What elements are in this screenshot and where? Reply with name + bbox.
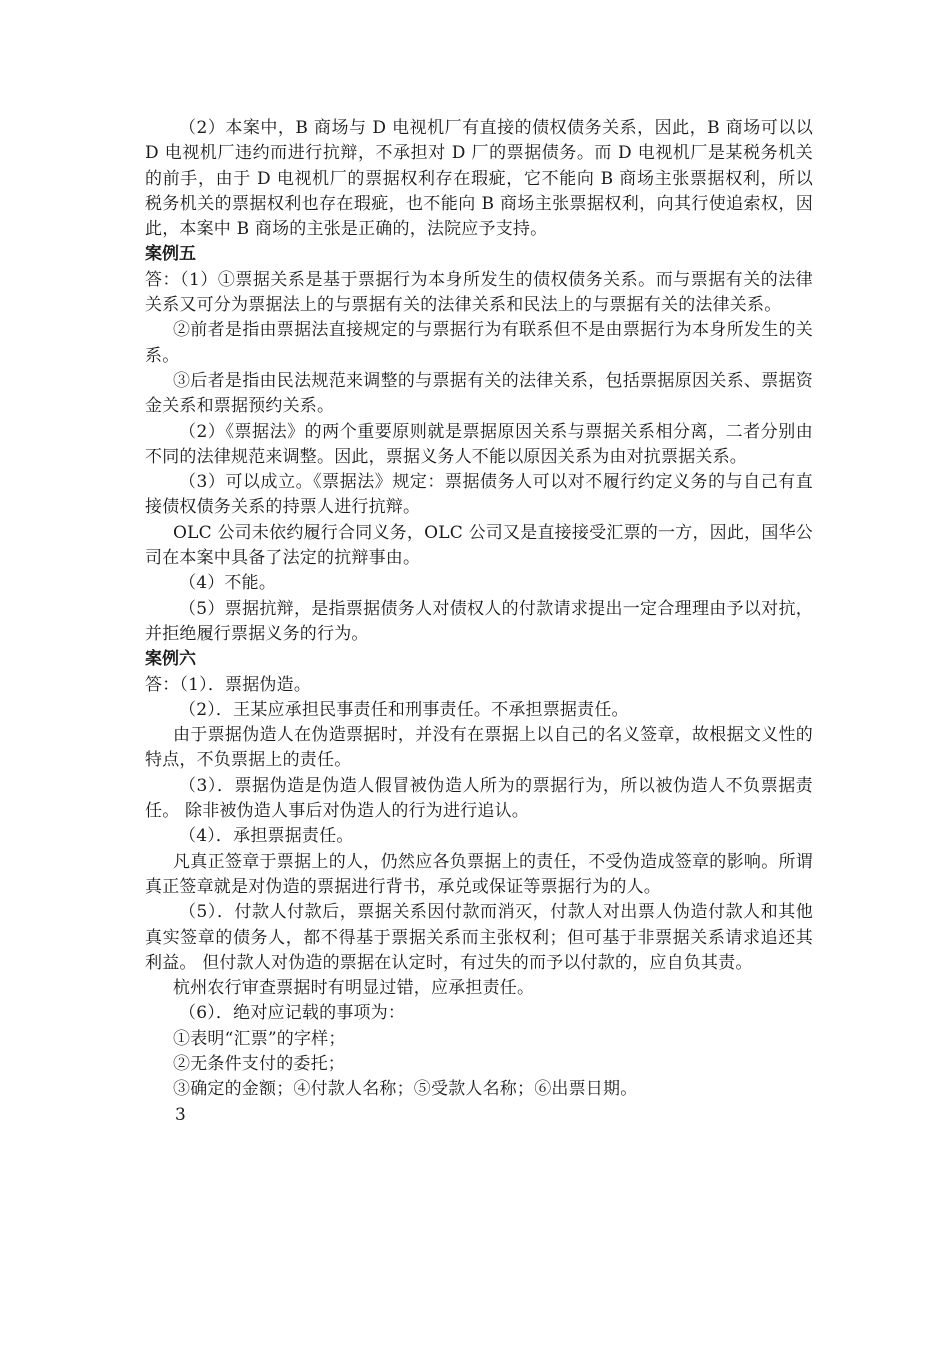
- paragraph: （5）．付款人付款后，票据关系因付款而消灭，付款人对出票人伪造付款人和其他真实签章的债务人，都不得基于票据关系而主张权利；但可基于非票据关系请求追还其利益。 但付款人对伪造的票据在认定时，有过失的而予以付款的，应自负其责。: [145, 902, 813, 973]
- list-item: ①表明“汇票”的字样；: [173, 1028, 346, 1049]
- paragraph: 由于票据伪造人在伪造票据时，并没有在票据上以自己的名义签章，故根据文义性的特点，不负票据上的责任。: [145, 725, 813, 771]
- section-heading-case-5: 案例五: [145, 244, 196, 265]
- paragraph: OLC 公司未依约履行合同义务，OLC 公司又是直接接受汇票的一方，因此，国华公司在本案中具备了法定的抗辩事由。: [145, 522, 813, 569]
- paragraph: 答：（1）①票据关系是基于票据行为本身所发生的债权债务关系。而与票据有关的法律关系又可分为票据法上的与票据有关的法律关系和民法上的与票据有关的法律关系。: [145, 269, 813, 316]
- paragraph: （3）可以成立。《票据法》规定：票据债务人可以对不履行约定义务的与自己有直接债权债务关系的持票人进行抗辩。: [145, 472, 813, 518]
- paragraph: （2）《票据法》的两个重要原则就是票据原因关系与票据关系相分离，二者分别由不同的法律规范来调整。因此，票据义务人不能以原因关系为由对抗票据关系。: [145, 421, 813, 467]
- paragraph: 杭州农行审查票据时有明显过错，应承担责任。: [173, 978, 535, 999]
- paragraph: 凡真正签章于票据上的人，仍然应各负票据上的责任，不受伪造成签章的影响。所谓真正签章就是对伪造的票据进行背书，承兑或保证等票据行为的人。: [145, 851, 813, 897]
- page-number: 3: [175, 1104, 186, 1125]
- paragraph: ③后者是指由民法规范来调整的与票据有关的法律关系，包括票据原因关系、票据资金关系和票据预约关系。: [145, 370, 813, 417]
- paragraph: ②前者是指由票据法直接规定的与票据行为有联系但不是由票据行为本身所发生的关系。: [145, 320, 813, 366]
- paragraph: （6）．绝对应记载的事项为：: [179, 1003, 406, 1024]
- section-heading-case-6: 案例六: [145, 649, 196, 670]
- list-item: ③确定的金额；④付款人名称；⑤受款人名称；⑥出票日期。: [173, 1079, 638, 1100]
- paragraph: （2）本案中，B 商场与 D 电视机厂有直接的债权债务关系，因此，B 商场可以以 D 电视机厂违约而进行抗辩，不承担对 D 厂的票据债务。而 D 电视机厂是某税务机关的前手，由于 D 电视机厂的票据权利存在瑕疵，它不能向 B 商场主张票据权利，所以税务机关的票据权利也存在瑕疵，也不能向 B 商场主张票据权利，向其行使追索权，因此，本案中 B 商场的主张是正确的，法院应予支持。: [145, 118, 813, 240]
- paragraph: （3）．票据伪造是伪造人假冒被伪造人所为的票据行为，所以被伪造人不负票据责任。 除非被伪造人事后对伪造人的行为进行追认。: [145, 775, 813, 822]
- list-item: ②无条件支付的委托；: [173, 1053, 345, 1074]
- paragraph: 答：（1）．票据伪造。: [145, 674, 312, 695]
- page-body: [145, 116, 813, 1128]
- paragraph: （4）不能。: [179, 573, 277, 594]
- paragraph: （5）票据抗辩，是指票据债务人对债权人的付款请求提出一定合理理由予以对抗，并拒绝履行票据义务的行为。: [145, 598, 813, 644]
- paragraph: （4）．承担票据责任。: [179, 826, 354, 847]
- paragraph: （2）．王某应承担民事责任和刑事责任。不承担票据责任。: [179, 699, 629, 720]
